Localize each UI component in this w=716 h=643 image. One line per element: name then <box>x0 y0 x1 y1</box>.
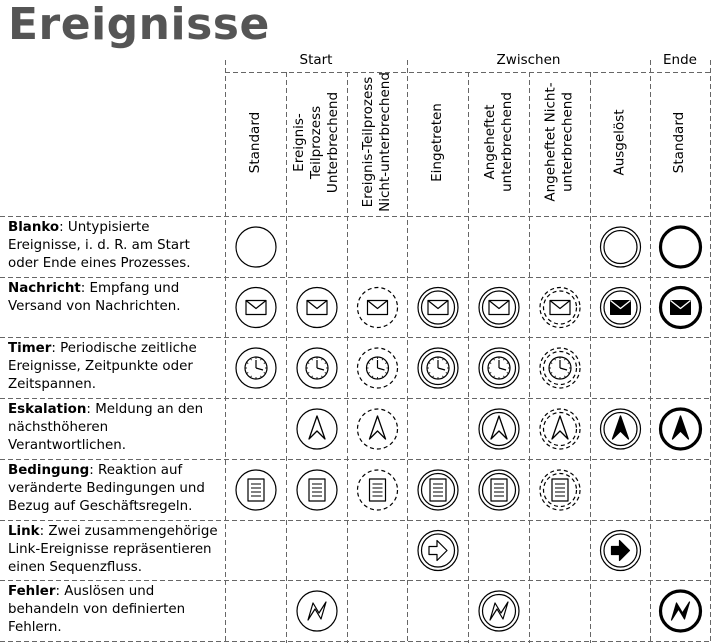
message-event-icon <box>418 288 458 328</box>
column-header-label: Ereignis- Teilprozess Unterbrechend <box>291 91 341 193</box>
row-label-description: : Meldung an den nächsthöheren Verantwortlichen. <box>8 402 204 453</box>
error-event-icon <box>297 591 337 631</box>
row-label <box>8 523 220 577</box>
timer-event-icon <box>418 348 458 388</box>
row-label <box>8 340 220 394</box>
message-event-icon <box>297 288 337 328</box>
column-header <box>286 72 347 212</box>
link-event-icon <box>418 531 458 571</box>
row-label-description: : Auslösen und behandeln von definierten Fehlern. <box>8 584 186 635</box>
column-header-label: Angeheftet unterbrechend <box>481 92 515 192</box>
message-event-icon <box>540 288 580 328</box>
escalation-event-icon <box>358 409 398 449</box>
row-label <box>8 462 220 516</box>
escalation-event-icon <box>297 409 337 449</box>
row-label-description: : Empfang und Versand von Nachrichten. <box>8 281 181 314</box>
conditional-event-icon <box>297 470 337 510</box>
conditional-event-icon <box>358 470 398 510</box>
group-label-start: Start <box>299 52 333 68</box>
escalation-event-icon <box>601 409 641 449</box>
escalation-event-icon <box>540 409 580 449</box>
blank-event-icon <box>236 227 276 267</box>
row-label-name: Fehler <box>8 584 56 599</box>
column-header-label: Ereignis-Teilprozess Nicht-unterbrechend <box>360 72 394 212</box>
row-label-name: Blanko <box>8 220 60 235</box>
row-label <box>8 219 220 273</box>
message-event-icon <box>236 288 276 328</box>
row-label-name: Timer <box>8 341 52 356</box>
message-event-icon <box>601 288 641 328</box>
error-event-icon <box>479 591 519 631</box>
blank-event-icon <box>601 227 641 267</box>
link-event-icon <box>601 531 641 571</box>
timer-event-icon <box>358 348 398 388</box>
conditional-event-icon <box>540 470 580 510</box>
group-label-ende: Ende <box>663 52 697 68</box>
column-header <box>407 72 468 212</box>
escalation-event-icon <box>479 409 519 449</box>
conditional-event-icon <box>236 470 276 510</box>
timer-event-icon <box>479 348 519 388</box>
column-header <box>650 72 710 212</box>
column-header <box>468 72 529 212</box>
row-label <box>8 583 220 637</box>
timer-event-icon <box>297 348 337 388</box>
row-label <box>8 401 220 455</box>
row-label-name: Nachricht <box>8 281 81 296</box>
row-label <box>8 280 220 316</box>
row-label-name: Link <box>8 524 40 539</box>
row-label-description: : Untypisierte Ereignisse, i. d. R. am Start oder Ende eines Prozesses. <box>8 220 191 271</box>
conditional-event-icon <box>479 470 519 510</box>
group-label-zwischen: Zwischen <box>496 52 561 68</box>
timer-event-icon <box>236 348 276 388</box>
escalation-event-icon <box>661 409 701 449</box>
column-header-label: Ausgelöst <box>611 108 628 176</box>
column-header-label: Eingetreten <box>429 102 446 182</box>
message-event-icon <box>358 288 398 328</box>
column-header <box>529 72 590 212</box>
message-event-icon <box>479 288 519 328</box>
row-label-description: : Periodische zeitliche Ereignisse, Zeitpunkte oder Zeitspannen. <box>8 341 197 392</box>
conditional-event-icon <box>418 470 458 510</box>
row-label-name: Eskalation <box>8 402 87 417</box>
timer-event-icon <box>540 348 580 388</box>
message-event-icon <box>661 288 701 328</box>
page-title: Ereignisse <box>8 0 270 50</box>
blank-event-icon <box>661 227 701 267</box>
row-label-name: Bedingung <box>8 463 90 478</box>
column-header <box>225 72 286 212</box>
column-header-label: Angeheftet Nicht- unterbrechend <box>542 82 576 202</box>
error-event-icon <box>661 591 701 631</box>
row-label-description: : Reaktion auf veränderte Bedingungen und Bezug auf Geschäftsregeln. <box>8 463 205 514</box>
column-header <box>590 72 650 212</box>
column-header-label: Standard <box>671 111 688 173</box>
row-label-description: : Zwei zusammengehörige Link-Ereignisse repräsentieren einen Sequenzfluss. <box>8 524 218 575</box>
column-header <box>347 72 407 212</box>
column-header-label: Standard <box>247 111 264 173</box>
